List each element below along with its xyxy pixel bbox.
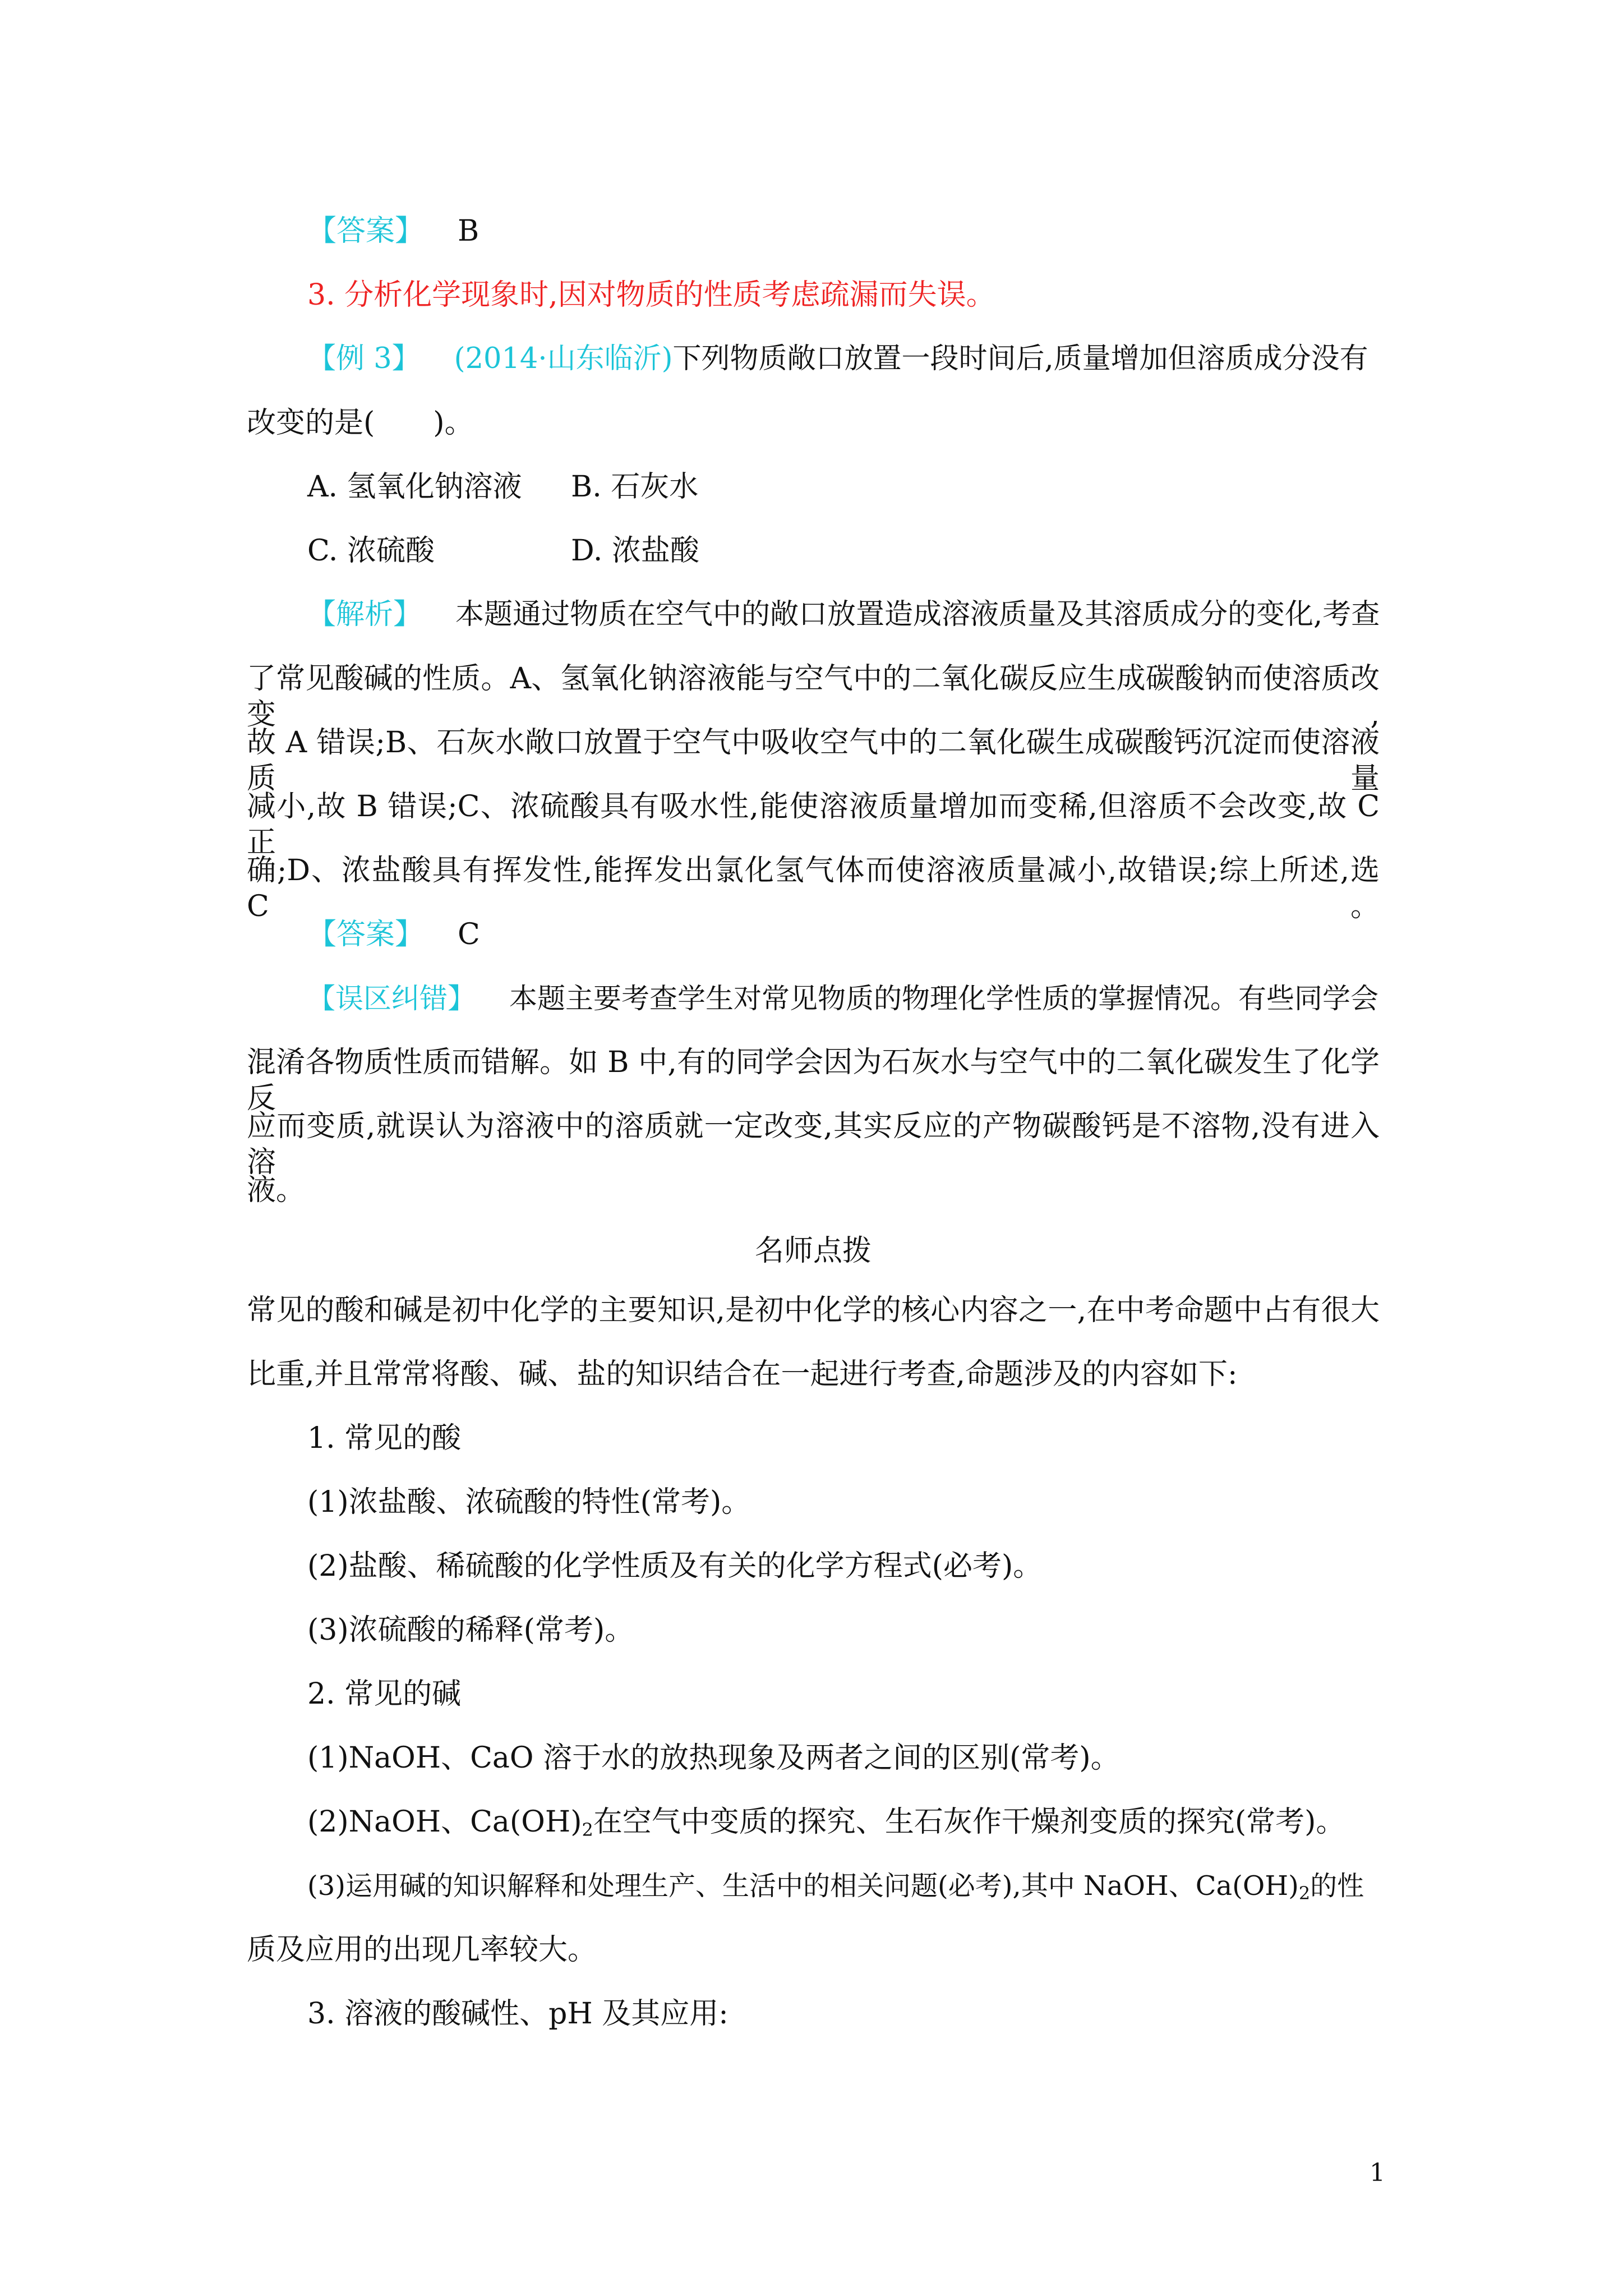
answer-value: B <box>458 214 479 248</box>
mistake-tag: 【误区纠错】 <box>307 982 476 1015</box>
base-item-3-b: 的性 <box>1310 1870 1364 1902</box>
analysis-text-4: 减小,故 B 错误;C、浓硫酸具有吸水性,能使溶液质量增加而变稀,但溶质不会改变,故 C 正 <box>247 790 1380 859</box>
answer-line-2 <box>307 917 480 953</box>
section-heading-3: 3. 分析化学现象时,因对物质的性质考虑疏漏而失误。 <box>307 278 995 312</box>
mistake-text-2: 混淆各物质性质而错解。如 B 中,有的同学会因为石灰水与空气中的二氧化碳发生了化学反 <box>247 1046 1380 1115</box>
answer-tag: 【答案】 <box>307 214 425 248</box>
example-source: (2014·山东临沂) <box>454 342 673 375</box>
base-item-2 <box>307 1804 1345 1840</box>
analysis-text-2: 了常见酸碱的性质。A、氢氧化钠溶液能与空气中的二氧化碳反应生成碳酸钠而使溶质改变, <box>247 662 1380 731</box>
option-a: A. 氢氧化钠溶液 <box>307 470 522 504</box>
section-title: 名师点拨 <box>754 1234 872 1268</box>
answer-line-1 <box>307 213 479 249</box>
option-row-cd <box>307 533 699 569</box>
base-item-3-line-2: 质及应用的出现几率较大。 <box>247 1933 597 1967</box>
subscript-2: 2 <box>582 1819 593 1841</box>
base-item-1: (1)NaOH、CaO 溶于水的放热现象及两者之间的区别(常考)。 <box>307 1741 1120 1775</box>
acid-title: 1. 常见的酸 <box>307 1421 462 1455</box>
analysis-line-1 <box>307 597 1380 633</box>
base-item-3-a: (3)运用碱的知识解释和处理生产、生活中的相关问题(必考),其中 NaOH、Ca(OH) <box>307 1870 1299 1902</box>
mistake-line-1 <box>307 981 1378 1016</box>
answer-tag-2: 【答案】 <box>307 918 425 951</box>
analysis-tag: 【解析】 <box>307 598 422 631</box>
option-row-ab <box>307 469 698 505</box>
acid-item-2: (2)盐酸、稀硫酸的化学性质及有关的化学方程式(必考)。 <box>307 1549 1043 1583</box>
mistake-text-1: 本题主要考查学生对常见物质的物理化学性质的掌握情况。有些同学会 <box>509 982 1378 1015</box>
analysis-text-5: 确;D、浓盐酸具有挥发性,能挥发出氯化氢气体而使溶液质量减小,故错误;综上所述,选 C。 <box>247 854 1380 923</box>
example-question-1: 下列物质敞口放置一段时间后,质量增加但溶质成分没有 <box>672 342 1368 375</box>
acid-item-3: (3)浓硫酸的稀释(常考)。 <box>307 1613 634 1647</box>
base-title: 2. 常见的碱 <box>307 1677 462 1711</box>
analysis-text-3: 故 A 错误;B、石灰水敞口放置于空气中吸收空气中的二氧化碳生成碳酸钙沉淀而使溶液质量 <box>247 726 1380 795</box>
acid-item-1: (1)浓盐酸、浓硫酸的特性(常考)。 <box>307 1485 751 1519</box>
example-3-line-1 <box>307 341 1368 377</box>
mistake-text-4: 液。 <box>247 1174 306 1207</box>
subscript-2b: 2 <box>1298 1883 1311 1904</box>
intro-text-2: 比重,并且常常将酸、碱、盐的知识结合在一起进行考查,命题涉及的内容如下: <box>247 1358 1238 1391</box>
analysis-text-1: 本题通过物质在空气中的敞口放置造成溶液质量及其溶质成分的变化,考查 <box>455 598 1380 631</box>
example-question-2: 改变的是( )。 <box>247 406 474 440</box>
ph-title: 3. 溶液的酸碱性、pH 及其应用: <box>307 1997 728 2031</box>
option-b: B. 石灰水 <box>571 470 699 504</box>
base-item-2-b: 在空气中变质的探究、生石灰作干燥剂变质的探究(常考)。 <box>593 1805 1345 1839</box>
answer-value-2: C <box>458 918 480 951</box>
example-tag: 【例 3】 <box>307 342 421 375</box>
option-c: C. 浓硫酸 <box>307 534 435 568</box>
option-d: D. 浓盐酸 <box>571 534 699 568</box>
intro-text-1: 常见的酸和碱是初中化学的主要知识,是初中化学的核心内容之一,在中考命题中占有很大 <box>247 1294 1380 1327</box>
base-item-2-a: (2)NaOH、Ca(OH) <box>307 1805 582 1839</box>
base-item-3 <box>307 1868 1364 1904</box>
mistake-text-3: 应而变质,就误认为溶液中的溶质就一定改变,其实反应的产物碳酸钙是不溶物,没有进入溶 <box>247 1110 1380 1179</box>
page-number: 1 <box>1370 2159 1385 2187</box>
